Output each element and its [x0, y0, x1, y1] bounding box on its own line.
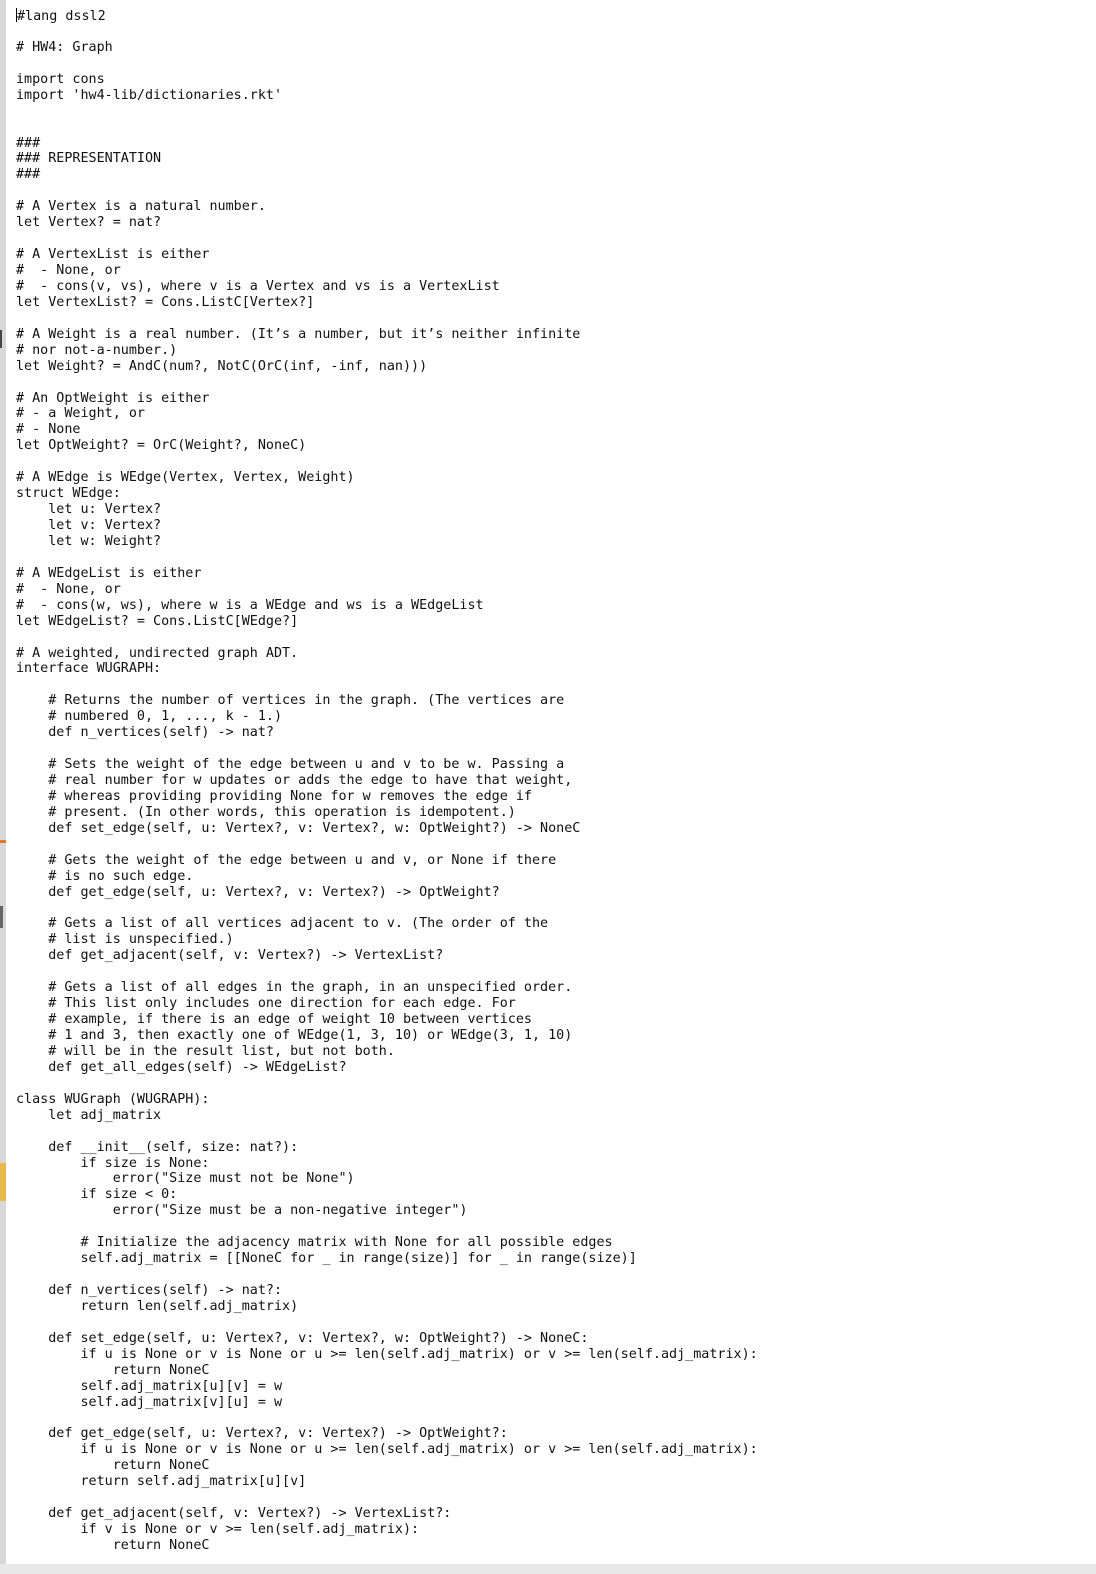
code-line: if u is None or v is None or u >= len(self.adj_matrix) or v >= len(self.adj_matrix):	[16, 1346, 758, 1362]
code-line: # A Weight is a real number. (It’s a number, but it’s neither infinite	[16, 326, 581, 342]
code-line: # A VertexList is either	[16, 247, 210, 263]
code-line: # Gets a list of all vertices adjacent to v. (The order of the	[16, 916, 549, 932]
code-line: let Weight? = AndC(num?, NotC(OrC(inf, -inf, nan)))	[16, 358, 428, 374]
code-line: # HW4: Graph	[16, 39, 113, 55]
code-line	[16, 24, 758, 40]
code-line: if size is None:	[16, 1155, 210, 1171]
code-line: let v: Vertex?	[16, 518, 162, 533]
code-line	[16, 901, 758, 917]
code-line: import cons	[16, 71, 105, 87]
code-line: # - a Weight, or	[16, 406, 145, 422]
code-line: # real number for w updates or adds the edge to have that weight,	[16, 773, 573, 788]
code-line: #lang dssl2	[17, 9, 106, 24]
code-line: # A WEdge is WEdge(Vertex, Vertex, Weight)	[16, 470, 355, 486]
code-line	[16, 630, 758, 646]
code-line: def get_edge(self, u: Vertex?, v: Vertex?) -> OptWeight?	[16, 884, 500, 900]
code-line: # A WEdgeList is either	[16, 565, 202, 581]
code-line: let WEdgeList? = Cons.ListC[WEdge?]	[16, 613, 299, 629]
code-line: # numbered 0, 1, ..., k - 1.)	[16, 709, 283, 725]
code-line	[16, 56, 758, 72]
code-line	[16, 677, 758, 693]
code-line	[16, 311, 758, 327]
bottom-scroll-area	[0, 1564, 1096, 1574]
code-line: struct WEdge:	[16, 486, 121, 502]
code-line: # - cons(w, ws), where w is a WEdge and ws is a WEdgeList	[16, 597, 484, 613]
code-line: self.adj_matrix = [[NoneC for _ in range(size)] for _ in range(size)]	[16, 1251, 637, 1267]
code-line: # is no such edge.	[16, 868, 194, 884]
code-line: let VertexList? = Cons.ListC[Vertex?]	[16, 294, 315, 310]
code-line	[16, 1076, 758, 1092]
code-line	[16, 1219, 758, 1235]
code-line: def get_all_edges(self) -> WEdgeList?	[16, 1059, 347, 1075]
code-line: let adj_matrix	[16, 1107, 162, 1123]
code-line: return len(self.adj_matrix)	[16, 1298, 299, 1314]
code-line: # whereas providing providing None for w removes the edge if	[16, 788, 532, 804]
code-editor[interactable]	[6, 0, 1096, 1574]
code-line	[16, 1411, 758, 1427]
code-line: # Gets a list of all edges in the graph, in an unspecified order.	[16, 980, 573, 996]
code-line: self.adj_matrix[v][u] = w	[16, 1394, 283, 1410]
code-line: # A Vertex is a natural number.	[16, 199, 266, 215]
code-line: # Returns the number of vertices in the graph. (The vertices are	[16, 693, 565, 709]
code-line: let w: Weight?	[16, 533, 162, 549]
code-line	[16, 454, 758, 470]
code-line: ###	[16, 135, 41, 151]
code-line	[16, 1315, 758, 1331]
code-line: # list is unspecified.)	[16, 932, 234, 948]
code-line: if u is None or v is None or u >= len(self.adj_matrix) or v >= len(self.adj_matrix):	[16, 1442, 758, 1458]
code-line: let u: Vertex?	[16, 502, 162, 518]
code-line: return NoneC	[16, 1362, 210, 1378]
code-line: # will be in the result list, but not both.	[16, 1043, 395, 1059]
code-line: def n_vertices(self) -> nat?	[16, 725, 274, 741]
code-line: import 'hw4-lib/dictionaries.rkt'	[16, 87, 283, 103]
code-line	[16, 1490, 758, 1506]
code-line: # - None	[16, 422, 81, 438]
code-line: def get_adjacent(self, v: Vertex?) -> VertexList?	[16, 948, 444, 964]
code-line: # example, if there is an edge of weight 10 between vertices	[16, 1012, 532, 1028]
code-line	[16, 1124, 758, 1140]
code-line: error("Size must not be None")	[16, 1171, 355, 1187]
code-line	[16, 964, 758, 980]
code-line: error("Size must be a non-negative integer")	[16, 1203, 468, 1219]
gutter-marker-dark	[0, 906, 3, 928]
code-line: def get_edge(self, u: Vertex?, v: Vertex?) -> OptWeight?:	[16, 1426, 508, 1442]
code-line	[16, 120, 758, 136]
code-line: ###	[16, 167, 41, 183]
code-line: # 1 and 3, then exactly one of WEdge(1, 3, 10) or WEdge(3, 1, 10)	[16, 1028, 573, 1043]
code-line: let OptWeight? = OrC(Weight?, NoneC)	[16, 438, 307, 454]
code-line	[16, 1267, 758, 1283]
code-line: self.adj_matrix[u][v] = w	[16, 1378, 283, 1394]
code-line: return self.adj_matrix[u][v]	[16, 1474, 307, 1490]
code-line: def set_edge(self, u: Vertex?, v: Vertex?, w: OptWeight?) -> NoneC	[16, 820, 581, 836]
code-line	[16, 837, 758, 853]
code-line	[16, 741, 758, 757]
code-line: # - cons(v, vs), where v is a Vertex and vs is a VertexList	[16, 278, 500, 294]
code-line: # - None, or	[16, 263, 121, 278]
code-line: def n_vertices(self) -> nat?:	[16, 1283, 283, 1298]
code-line: class WUGraph (WUGRAPH):	[16, 1091, 210, 1107]
gutter-marker-dark	[0, 330, 2, 348]
text-cursor	[16, 8, 17, 22]
code-line: # This list only includes one direction for each edge. For	[16, 996, 516, 1012]
code-line: # Sets the weight of the edge between u and v to be w. Passing a	[16, 757, 565, 773]
code-line: return NoneC	[16, 1458, 210, 1474]
code-line: if size < 0:	[16, 1187, 178, 1203]
code-text[interactable]	[16, 8, 758, 1554]
code-line: # - None, or	[16, 581, 121, 597]
code-line: return NoneC	[16, 1538, 210, 1553]
code-line: def get_adjacent(self, v: Vertex?) -> VertexList?:	[16, 1506, 452, 1522]
code-line: # An OptWeight is either	[16, 390, 210, 406]
code-line: # A weighted, undirected graph ADT.	[16, 645, 299, 661]
code-line	[16, 550, 758, 566]
code-line: def __init__(self, size: nat?):	[16, 1139, 299, 1155]
code-line	[16, 104, 758, 120]
code-line: # Gets the weight of the edge between u and v, or None if there	[16, 852, 557, 868]
code-line	[16, 231, 758, 247]
code-line: if v is None or v >= len(self.adj_matrix):	[16, 1522, 420, 1538]
code-line: # Initialize the adjacency matrix with None for all possible edges	[16, 1235, 613, 1251]
code-line	[16, 183, 758, 199]
code-line	[16, 375, 758, 391]
code-line: let Vertex? = nat?	[16, 215, 162, 231]
code-line: ### REPRESENTATION	[16, 151, 162, 167]
code-line: # present. (In other words, this operation is idempotent.)	[16, 804, 516, 820]
code-line: interface WUGRAPH:	[16, 661, 162, 677]
code-line: # nor not-a-number.)	[16, 342, 178, 358]
code-line: def set_edge(self, u: Vertex?, v: Vertex?, w: OptWeight?) -> NoneC:	[16, 1330, 589, 1346]
